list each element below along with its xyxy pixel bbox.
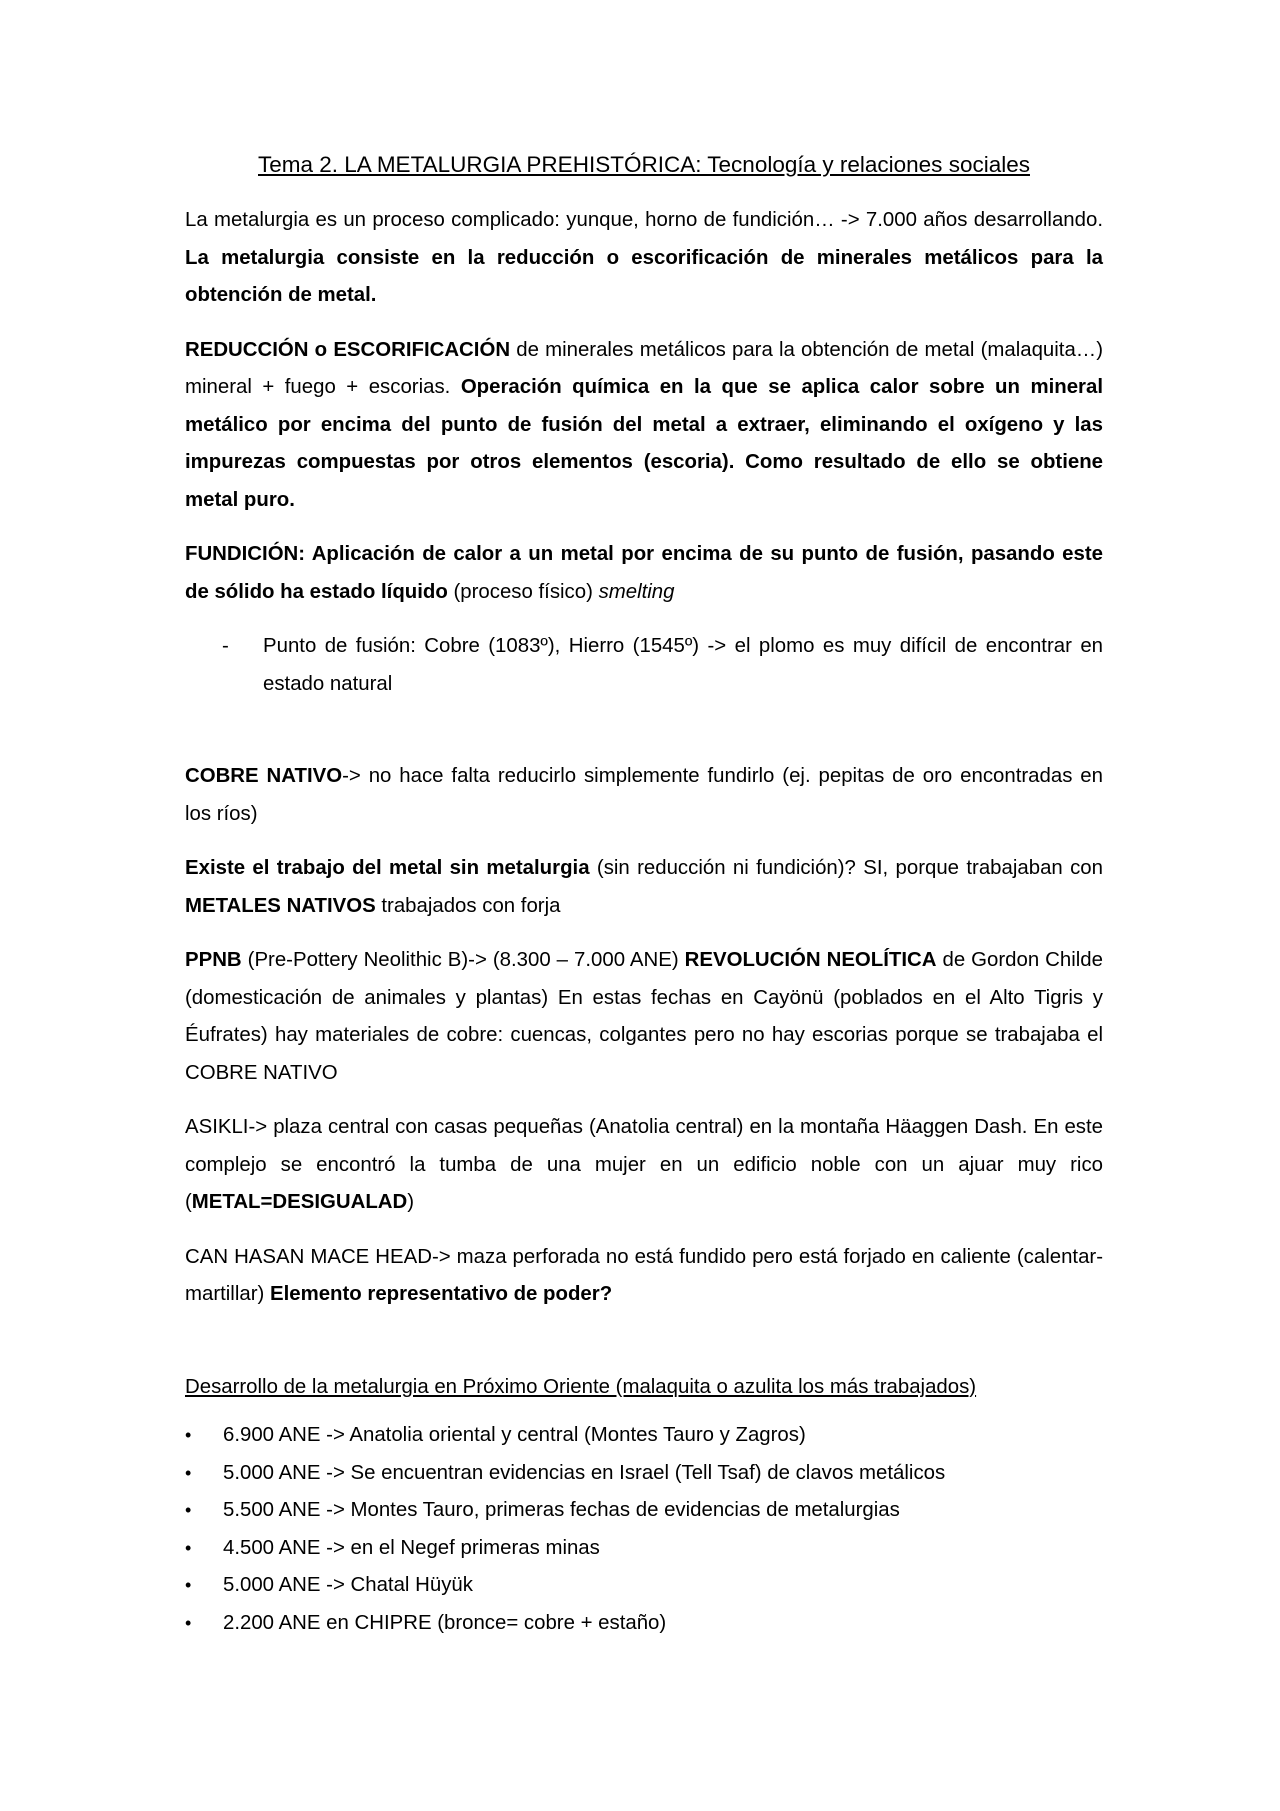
section-subheading: Desarrollo de la metalurgia en Próximo Oriente (malaquita o azulita los más trabajados) <box>185 1375 977 1398</box>
list-item <box>185 1567 1103 1605</box>
bullet-icon: • <box>185 1612 192 1633</box>
paragraph-intro <box>185 202 1103 315</box>
list-item <box>185 1417 1103 1455</box>
cobre-nativo-text: -> no hace falta reducirlo simplemente fundirlo (ej. pepitas de oro encontradas en los ríos) <box>185 765 1103 825</box>
list-item-text: 5.500 ANE -> Montes Tauro, primeras fechas de evidencias de metalurgias <box>223 1499 900 1521</box>
cobre-nativo-term: COBRE NATIVO <box>185 765 343 787</box>
fundicion-text: (proceso físico) <box>447 580 599 603</box>
bullet-icon: • <box>185 1575 192 1595</box>
paragraph-asikli <box>185 1109 1103 1222</box>
paragraph-metal-sin-metalurgia <box>185 850 1103 925</box>
ppnb-text: (Pre-Pottery Neolithic B)-> (8.300 – 7.000 ANE) <box>241 949 685 971</box>
metales-nativos-term: METALES NATIVOS <box>185 894 376 917</box>
forja-text: trabajados con forja <box>375 894 561 917</box>
reduccion-definition: Operación química en la que se aplica calor sobre un mineral metálico por encima del punto de fusión del metal a extraer, eliminando el oxígeno y las impurezas compuestas por otros elementos (escoria). Como resultado de ello se obtiene metal puro. <box>185 376 1103 511</box>
intro-text: La metalurgia es un proceso complicado: yunque, horno de fundición… -> 7.000 años desarrollando. <box>185 209 1103 231</box>
list-item <box>185 1605 1103 1643</box>
reduccion-term: REDUCCIÓN o ESCORIFICACIÓN <box>185 338 511 361</box>
paragraph-ppnb <box>185 942 1103 1092</box>
can-hasan-text: CAN HASAN MACE HEAD-> maza perforada no está fundido pero está forjado en caliente (calentar-martillar) <box>185 1245 1103 1305</box>
list-item-text: Punto de fusión: Cobre (1083º), Hierro (1545º) -> el plomo es muy difícil de encontrar en estado natural <box>263 635 1103 695</box>
bullet-icon: • <box>185 1462 192 1483</box>
cayonu-text: de Gordon Childe (domesticación de animales y plantas) En estas fechas en Cayönü (poblados en el Alto Tigris y Éufrates) hay materiales de cobre: cuencas, colgantes pero no hay escorias porque se trabajaba el COBRE NATIVO <box>185 949 1103 1084</box>
list-item-text: 5.000 ANE -> Chatal Hüyük <box>223 1574 473 1596</box>
dash-marker: - <box>222 635 229 657</box>
paragraph-can-hasan <box>185 1239 1103 1314</box>
fundicion-definition: FUNDICIÓN: Aplicación de calor a un metal por encima de su punto de fusión, pasando este de sólido ha estado líquido <box>185 543 1103 603</box>
bullet-icon: • <box>185 1500 192 1520</box>
ppnb-term: PPNB <box>185 949 242 971</box>
poder-question: Elemento representativo de poder? <box>269 1283 613 1305</box>
list-item-text: 4.500 ANE -> en el Negef primeras minas <box>223 1536 600 1559</box>
list-item <box>185 1492 1103 1530</box>
list-item-text: 2.200 ANE en CHIPRE (bronce= cobre + estaño) <box>223 1611 667 1634</box>
asikli-text: ASIKLI-> plaza central con casas pequeñas (Anatolia central) en la montaña Häaggen Dash. En este complejo se encontró la tumba de una mujer en un edificio noble con un ajuar muy rico ( <box>185 1116 1103 1213</box>
reduccion-text: de minerales metálicos para la obtención de metal (malaquita…) mineral + fuego + escorias. <box>185 338 1103 398</box>
question-bold: Existe el trabajo del metal sin metalurgia <box>185 857 590 879</box>
list-item <box>185 628 1103 703</box>
paragraph-reduccion <box>185 332 1103 520</box>
list-item <box>185 1530 1103 1568</box>
bullet-list <box>185 1417 1103 1642</box>
bullet-icon: • <box>185 1425 192 1445</box>
metal-desigualdad-term: METAL=DESIGUALAD <box>191 1191 408 1213</box>
paragraph-fundicion <box>185 536 1103 611</box>
document-title: Tema 2. LA METALURGIA PREHISTÓRICA: Tecnología y relaciones sociales <box>258 152 1030 177</box>
list-item-text: 6.900 ANE -> Anatolia oriental y central (Montes Tauro y Zagros) <box>223 1424 806 1446</box>
fundicion-term-english: smelting <box>598 580 675 603</box>
question-text: (sin reducción ni fundición)? SI, porque trabajaban con <box>589 857 1103 879</box>
intro-definition: La metalurgia consiste en la reducción o escorificación de minerales metálicos para la obtención de metal. <box>185 246 1103 306</box>
revolucion-neolitica-term: REVOLUCIÓN NEOLÍTICA <box>684 949 937 971</box>
bullet-icon: • <box>185 1537 192 1558</box>
list-item <box>185 1455 1103 1493</box>
dash-list <box>185 628 1103 703</box>
paragraph-cobre-nativo <box>185 758 1103 833</box>
list-item-text: 5.000 ANE -> Se encuentran evidencias en Israel (Tell Tsaf) de clavos metálicos <box>223 1461 946 1484</box>
document-page <box>185 150 1103 1642</box>
asikli-close-paren: ) <box>407 1191 415 1213</box>
